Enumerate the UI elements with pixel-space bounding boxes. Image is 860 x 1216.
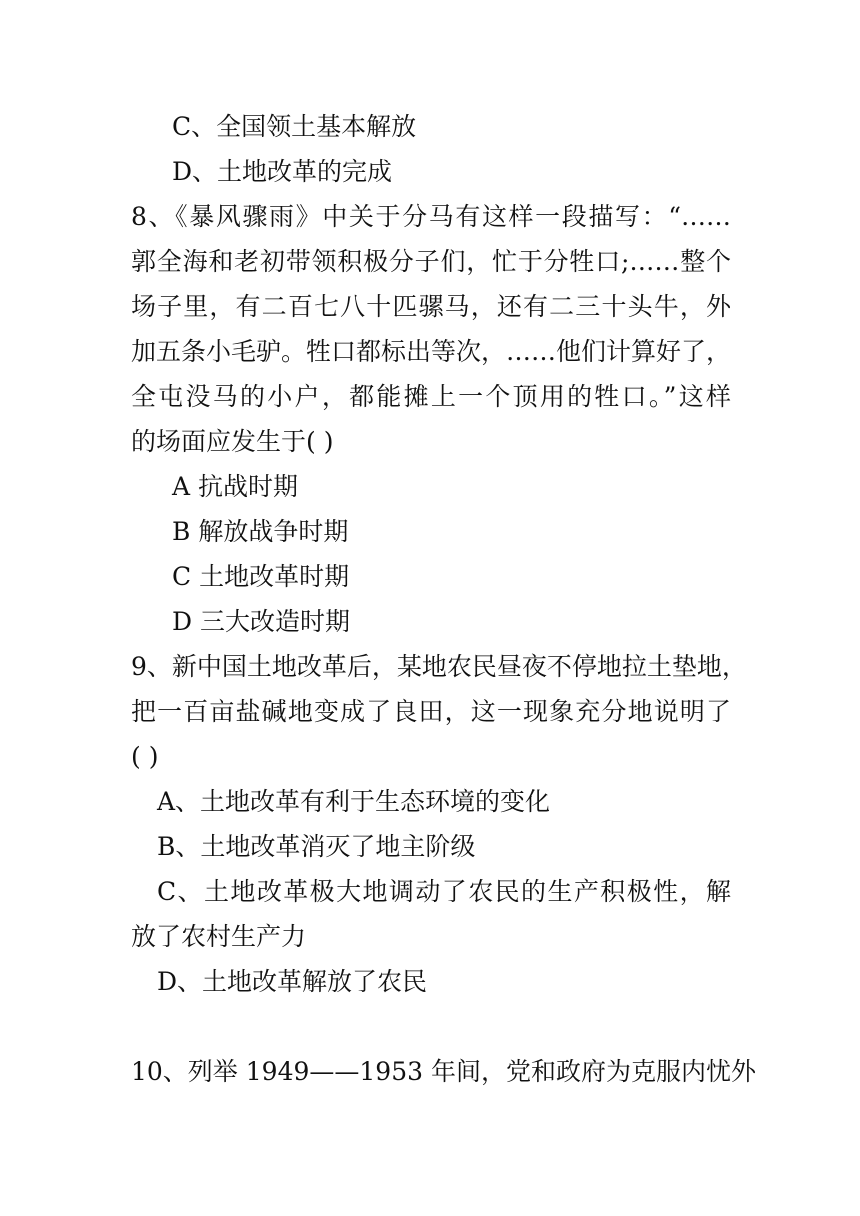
q8-option-a: A 抗战时期: [172, 472, 299, 501]
q7-option-c: C、全国领土基本解放: [172, 112, 417, 141]
q7-option-d: D、土地改革的完成: [172, 157, 393, 186]
q10-line-1: 10、列举 1949——1953 年间，党和政府为克服内忧外: [131, 1057, 756, 1086]
q9-line-1: 9、新中国土地改革后，某地农民昼夜不停地拉土垫地，: [131, 652, 747, 681]
q9-option-a: A、土地改革有利于生态环境的变化: [157, 787, 551, 816]
q8-option-b: B 解放战争时期: [172, 517, 349, 546]
q8-line-3: 场子里，有二百七八十匹骡马，还有二三十头牛，外: [131, 292, 731, 321]
q8-option-c: C 土地改革时期: [172, 562, 350, 591]
q8-line-2: 郭全海和老初带领积极分子们，忙于分牲口;……整个: [131, 247, 731, 276]
q9-line-2: 把一百亩盐碱地变成了良田，这一现象充分地说明了: [131, 697, 731, 726]
q9-option-c-line-2: 放了农村生产力: [131, 922, 307, 951]
q9-option-b: B、土地改革消灭了地主阶级: [157, 832, 476, 861]
q8-line-5: 全屯没马的小户，都能摊上一个顶用的牲口。”这样: [131, 382, 731, 411]
q8-line-1: 8、《暴风骤雨》中关于分马有这样一段描写：“……: [131, 202, 731, 231]
q8-line-6: 的场面应发生于( ): [131, 427, 334, 456]
q8-option-d: D 三大改造时期: [172, 607, 350, 636]
q8-line-4: 加五条小毛驴。牲口都标出等次，……他们计算好了，: [131, 337, 732, 366]
q9-line-3: ( ): [131, 742, 159, 771]
q9-option-c-line-1: C、土地改革极大地调动了农民的生产积极性，解: [157, 877, 731, 906]
q9-option-d: D、土地改革解放了农民: [157, 967, 428, 996]
